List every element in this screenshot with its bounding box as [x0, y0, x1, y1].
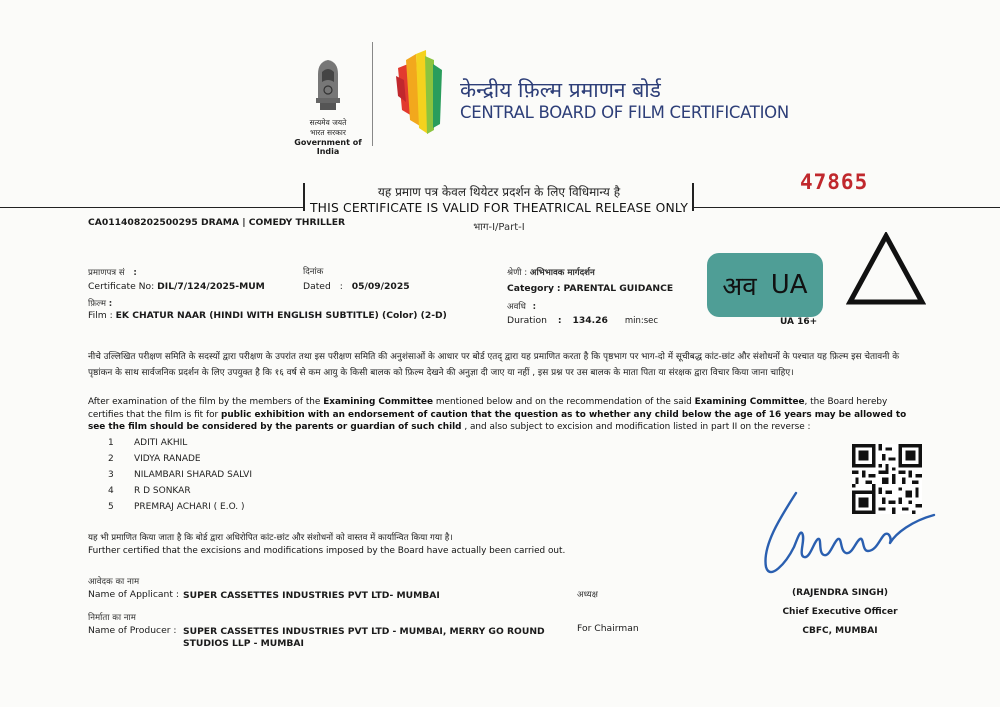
committee-list — [108, 438, 252, 518]
hindi-certification-paragraph: नीचे उल्लिखित परीक्षण समिति के सदस्यों द्वारा परीक्षण के उपरांत तथा इस परीक्षण समिति की अनुशंसाओं के आधार पर बोर्ड एतद् द्वारा यह प्रमाणित करता है कि पृष्ठभाग पर भाग-दो में सूचीबद्ध कांट-छांट और संशोधनों के पश्चात यह फ़िल्म इस चेतावनी के पृष्ठांकन के साथ सार्वजनिक प्रदर्शन के लिए उपयुक्त है कि १६ वर्ष से कम आयु के किसी बालक को फ़िल्म देखने की अनुज्ञा दी जाए या नहीं , इस प्रश्न पर उस बालक के माता पिता या संरक्षक द्वारा विचार किया जाना चाहिए। — [88, 352, 900, 378]
rating-badge — [707, 253, 823, 317]
producer-value-1: SUPER CASSETTES INDUSTRIES PVT LTD - MUMBAI, MERRY GO ROUND — [183, 626, 545, 637]
reference-line: CA011408202500295 DRAMA | COMEDY THRILLER — [88, 217, 346, 228]
duration-hindi-label: अवधि : — [507, 302, 537, 312]
film-hindi-label: फ़िल्म : — [88, 299, 113, 309]
date-hindi-label: दिनांक — [303, 267, 324, 277]
english-certification-paragraph: After examination of the film by the members of the Examining Committee mentioned below and on the recommendation of the said Examining Committee, the Board hereby certifies that the film is fit for public exhibition with an endorsement of caution that the question as to whether any child below the age of 16 years may be allowed to see the film should be considered by the parents or guardian of such child , and also subject to excision and modification listed in part II on the reverse : — [88, 397, 907, 432]
list-item: 1 ADITI AKHIL — [108, 438, 188, 448]
cbfc-logo-icon — [392, 46, 448, 138]
producer-value-2: STUDIOS LLP - MUMBAI — [183, 638, 304, 649]
signature-icon — [752, 485, 942, 585]
applicant-value: SUPER CASSETTES INDUSTRIES PVT LTD- MUMBAI — [183, 590, 440, 601]
ashoka-lion-icon — [292, 52, 364, 114]
cert-no-value: DIL/7/124/2025-MUM — [157, 281, 265, 292]
emblem-gov-hi: भारत सरकार — [310, 128, 346, 137]
duration-value: 134.26 — [572, 315, 608, 326]
signatory-title: Chief Executive Officer — [782, 607, 898, 617]
board-name-english: CENTRAL BOARD OF FILM CERTIFICATION — [460, 103, 789, 122]
producer-label: Name of Producer : — [88, 625, 177, 636]
signatory-block — [760, 584, 920, 641]
category-label: Category — [507, 283, 554, 294]
applicant-label: Name of Applicant : — [88, 589, 179, 600]
duration-label: Duration — [507, 315, 547, 326]
film-label: Film : — [88, 310, 113, 321]
emblem-motto: सत्यमेव जयते — [309, 118, 347, 127]
board-name-hindi: केन्द्रीय फ़िल्म प्रमाणन बोर्ड — [460, 78, 661, 102]
rating-subtitle: UA 16+ — [780, 317, 818, 327]
date-row: Dated : 05/09/2025 — [303, 281, 410, 292]
validity-hindi: यह प्रमाण पत्र केवल थियेटर प्रदर्शन के लिए विधिमान्य है — [377, 185, 621, 199]
emblem-gov-en: Government of India — [294, 138, 362, 156]
list-item: 5 PREMRAJ ACHARI ( E.O. ) — [108, 502, 245, 512]
part-label: भाग-I/Part-I — [473, 222, 525, 233]
signatory-name: (RAJENDRA SINGH) — [792, 588, 888, 598]
film-value: EK CHATUR NAAR (HINDI WITH ENGLISH SUBTITLE) (Color) (2-D) — [115, 310, 447, 321]
signatory-org: CBFC, MUMBAI — [802, 626, 878, 636]
applicant-hindi-label: आवेदक का नाम — [88, 577, 140, 587]
rating-badge-english: UA — [770, 270, 808, 300]
producer-hindi-label: निर्माता का नाम — [88, 613, 136, 623]
category-hindi-row: श्रेणी : अभिभावक मार्गदर्शन — [507, 268, 595, 278]
certificate-serial: 47865 — [800, 170, 869, 194]
category-hindi-value: अभिभावक मार्गदर्शन — [529, 268, 595, 278]
date-label: Dated — [303, 281, 331, 292]
header-divider — [372, 42, 373, 146]
triangle-icon — [846, 232, 926, 306]
category-value: PARENTAL GUIDANCE — [563, 283, 674, 294]
film-row — [88, 310, 447, 321]
rule-right — [693, 207, 1000, 208]
validity-english: THIS CERTIFICATE IS VALID FOR THEATRICAL RELEASE ONLY — [309, 201, 689, 215]
duration-row: Duration : 134.26 min:sec — [507, 315, 659, 326]
list-item: 2 VIDYA RANADE — [108, 454, 201, 464]
cert-no-hindi-label: प्रमाणपत्र सं : — [88, 268, 137, 278]
chair-hindi: अध्यक्ष — [577, 590, 598, 600]
further-hindi: यह भी प्रमाणित किया जाता है कि बोर्ड द्वारा अधिरोपित कांट-छांट और संशोधनों को वास्तव में कार्यान्वित किया गया है। — [88, 533, 453, 543]
category-row: Category : PARENTAL GUIDANCE — [507, 283, 674, 294]
duration-unit: min:sec — [624, 316, 659, 326]
chair-english: For Chairman — [577, 623, 639, 634]
national-emblem — [292, 52, 364, 156]
rule-left — [0, 207, 305, 208]
rating-badge-hindi: अव — [722, 272, 757, 302]
validity-notice — [305, 180, 693, 234]
cert-no-row — [88, 281, 265, 292]
further-english: Further certified that the excisions and modifications imposed by the Board have actually been carried out. — [88, 546, 566, 556]
list-item: 3 NILAMBARI SHARAD SALVI — [108, 470, 252, 480]
list-item: 4 R D SONKAR — [108, 486, 191, 496]
cert-no-label: Certificate No: — [88, 281, 155, 292]
date-value: 05/09/2025 — [351, 281, 410, 292]
